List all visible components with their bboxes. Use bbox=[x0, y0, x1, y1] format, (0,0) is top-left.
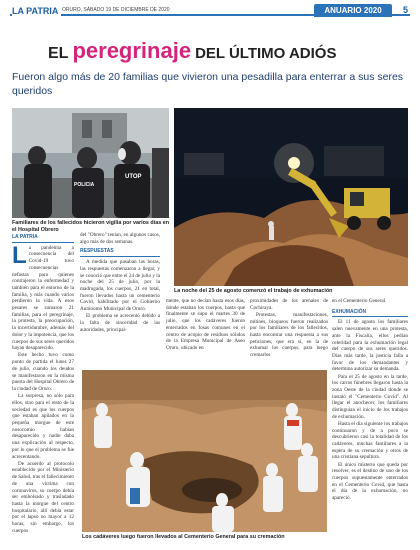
paragraph: en el Cementerio General. bbox=[332, 298, 387, 304]
photo-vigil bbox=[12, 108, 169, 218]
headline-key: peregrinaje bbox=[72, 38, 192, 63]
dateline: ORURO, SÁBADO 19 DE DICIEMBRE DE 2020 bbox=[62, 7, 170, 13]
headline-post: DEL ÚLTIMO ADIÓS bbox=[195, 45, 337, 62]
paragraph: Este hecho tuvo como punto de partida el lunes 27 de julio, cuando los deudos se manifestaron en la misma puerta del Hospital Obrero de la ciudad de Oruro. bbox=[12, 352, 74, 392]
photo-night-exhumation bbox=[174, 108, 408, 286]
photo-vigil-caption: Familiares de los fallecidos hicieron vigilia por varios días en el Hospital Obrero bbox=[12, 220, 169, 233]
byline: LA PATRIA bbox=[12, 234, 74, 243]
subheadline: Fueron algo más de 20 familias que vivieron una pesadilla para enterrar a sus seres queridos bbox=[12, 71, 404, 97]
masthead: LA PATRIA bbox=[12, 6, 61, 16]
photo-workers-caption: Los cadáveres luego fueron llevados al Cementerio General para su cremación bbox=[82, 534, 285, 540]
page-number: 5 bbox=[402, 5, 408, 15]
photo-workers bbox=[82, 370, 327, 532]
paragraph: El único misterio que queda por resolver, es el destino de uno de los cuerpos supuestamente enterrados en el Cementerio Covid, que hasta el día de la exhumación, no apareció. bbox=[332, 461, 408, 502]
paragraph: A medida que pasaban las horas, las respuestas comenzaron a llegar, y se conoció que entre el 24 de julio y la noche del 25 de julio, por la madrugada, los cuerpos, 21 en total, fueron llevados hasta un cementerio Covid, habilitado por el Gobierno Autónomo Municipal de Oruro. bbox=[80, 259, 160, 313]
paragraph: del "Obrero" tenían, en algunos casos, algo más de dos semanas. bbox=[80, 232, 160, 245]
column-5 bbox=[332, 298, 408, 502]
paragraph: proximidades de los arenales de Cochiraya. bbox=[250, 298, 328, 311]
column-3 bbox=[166, 298, 245, 352]
paragraph: mente, que no decían hasta esos días, dónde estaban los cuerpos, hasta que finalmente se supo el martes 30 de julio, que los cadáveres fueron enterrados en fosas comunes en el centro de acopio de residuos sólidos de la Empresa Municipal de Aseo Oruro, ubicado en bbox=[166, 298, 245, 351]
paragraph: La sorpresa, no sólo para ellos, sino para el resto de la sociedad es que los cuerpos que estaban apilados en la pequeña morgue de este nosocomio habían desaparecido y nadie daba una explicación al respecto, por lo que el problema se fue acrecentando. bbox=[12, 393, 74, 460]
section-tab: ANUARIO 2020 bbox=[314, 4, 392, 17]
paragraph: Hasta el día siguiente los trabajos continuaron y de a poco se descubrieron casi la totalidad de los cadáveres, muchas familiares a la espera de su cremación y otros de una cristiana sepultura. bbox=[332, 420, 408, 461]
column-4 bbox=[250, 298, 328, 359]
paragraph: De acuerdo al protocolo establecido por el Ministerio de Salud, tras el fallecimiento de una víctima con coronavirus, su cuerpo debía ser embolsado y trasladado hasta la morgue del centro hospitalario, allí debía estar por el lapso no mayor a 12 horas, sin embargo, los cuerpos bbox=[12, 460, 74, 534]
photo-night-caption: La noche del 25 de agosto comenzó el trabajo de exhumación bbox=[174, 288, 333, 294]
headline bbox=[48, 38, 408, 64]
paragraph: Para el 25 de agosto en la tarde, los carros fúnebres llegaron hasta la zona Oeste de la ciudad donde se instaló el "Cementerio Covid". Al llegar el anochecer, los familiares distinguían el inicio de los trabajos de exhumación. bbox=[332, 373, 408, 420]
police-badge-policia: POLICIA bbox=[74, 182, 95, 188]
column-1 bbox=[12, 234, 74, 535]
column-2 bbox=[80, 232, 160, 334]
subhead-respuestas: RESPUESTAS bbox=[80, 248, 160, 257]
lead-paragraph bbox=[12, 241, 74, 352]
paragraph: El 11 de agosto los familiares salen nuevamente en una protesta, ante la Fiscalía, ellos pedían celeridad para la exhumación legal del cuerpo de sus seres queridos. Días más tarde, la justicia falla a favor de los demandantes y determina autorizar su demanda. bbox=[332, 319, 408, 373]
paragraph: a pandemia a consecuencia del Covid-19 tuvo consecuencias nefastas para quienes contrajeron la enfermedad y también para el entorno de la familia, y más cuando varios perdieron la vida. A esos pesares se sumaron 21 familias, para el peregrinaje, la protesta, la preocupación, la incertidumbre, además del dolor y la impotencia, que los cuerpos de sus seres queridos hayan desaparecido. bbox=[12, 244, 74, 352]
headline-pre: EL bbox=[48, 45, 69, 62]
paragraph: El problema se acrecentó debido a la falta de sinceridad de las autoridades, principal- bbox=[80, 313, 160, 333]
dropcap: L bbox=[12, 241, 27, 269]
subhead-exhumacion: EXHUMACIÓN bbox=[332, 309, 408, 318]
police-badge-utop: UTOP bbox=[125, 174, 142, 180]
paragraph: Protestas, manifestaciones, mítines, bloqueos fueron realizados por los familiares de los fallecidos, hasta encontrar una respuesta a sus peticiones, que era sí, en la de exhumar los cuerpos, para luego cremarlos bbox=[250, 311, 328, 359]
